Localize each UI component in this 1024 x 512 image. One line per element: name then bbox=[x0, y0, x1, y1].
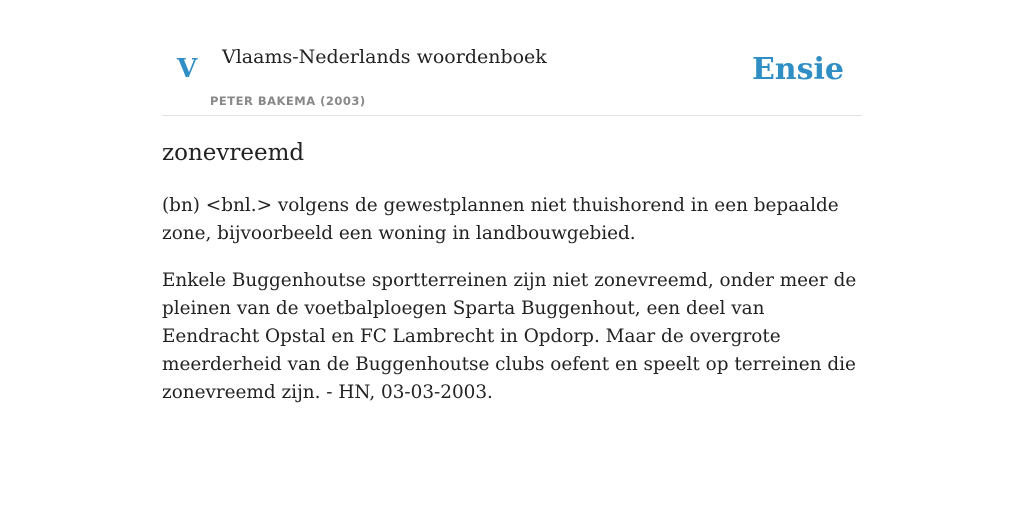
dictionary-logo[interactable]: V bbox=[177, 54, 198, 84]
dictionary-author: PETER BAKEMA (2003) bbox=[210, 94, 366, 108]
page-content bbox=[162, 0, 862, 403]
dictionary-title[interactable]: Vlaams-Nederlands woordenboek bbox=[222, 46, 547, 68]
entry-example: Enkele Buggenhoutse sportterreinen zijn niet zonevreemd, onder meer de pleinen van de voetbalploegen Sparta Buggenhout, een deel van Eendracht Opstal en FC Lambrecht in Opdorp. Maar de overgrote meerderheid van de Buggenhoutse clubs oefent en speelt op terreinen die zonevreemd zijn. - HN, 03-03-2003. bbox=[162, 270, 857, 403]
entry-definition: (bn) <bnl.> volgens de gewestplannen niet thuishorend in een bepaalde zone, bijvoorbeeld een woning in landbouwgebied. bbox=[162, 195, 839, 244]
ensie-logo-link[interactable]: Ensie bbox=[751, 52, 844, 87]
entry-headword: zonevreemd bbox=[162, 140, 305, 166]
dictionary-header bbox=[162, 0, 862, 116]
